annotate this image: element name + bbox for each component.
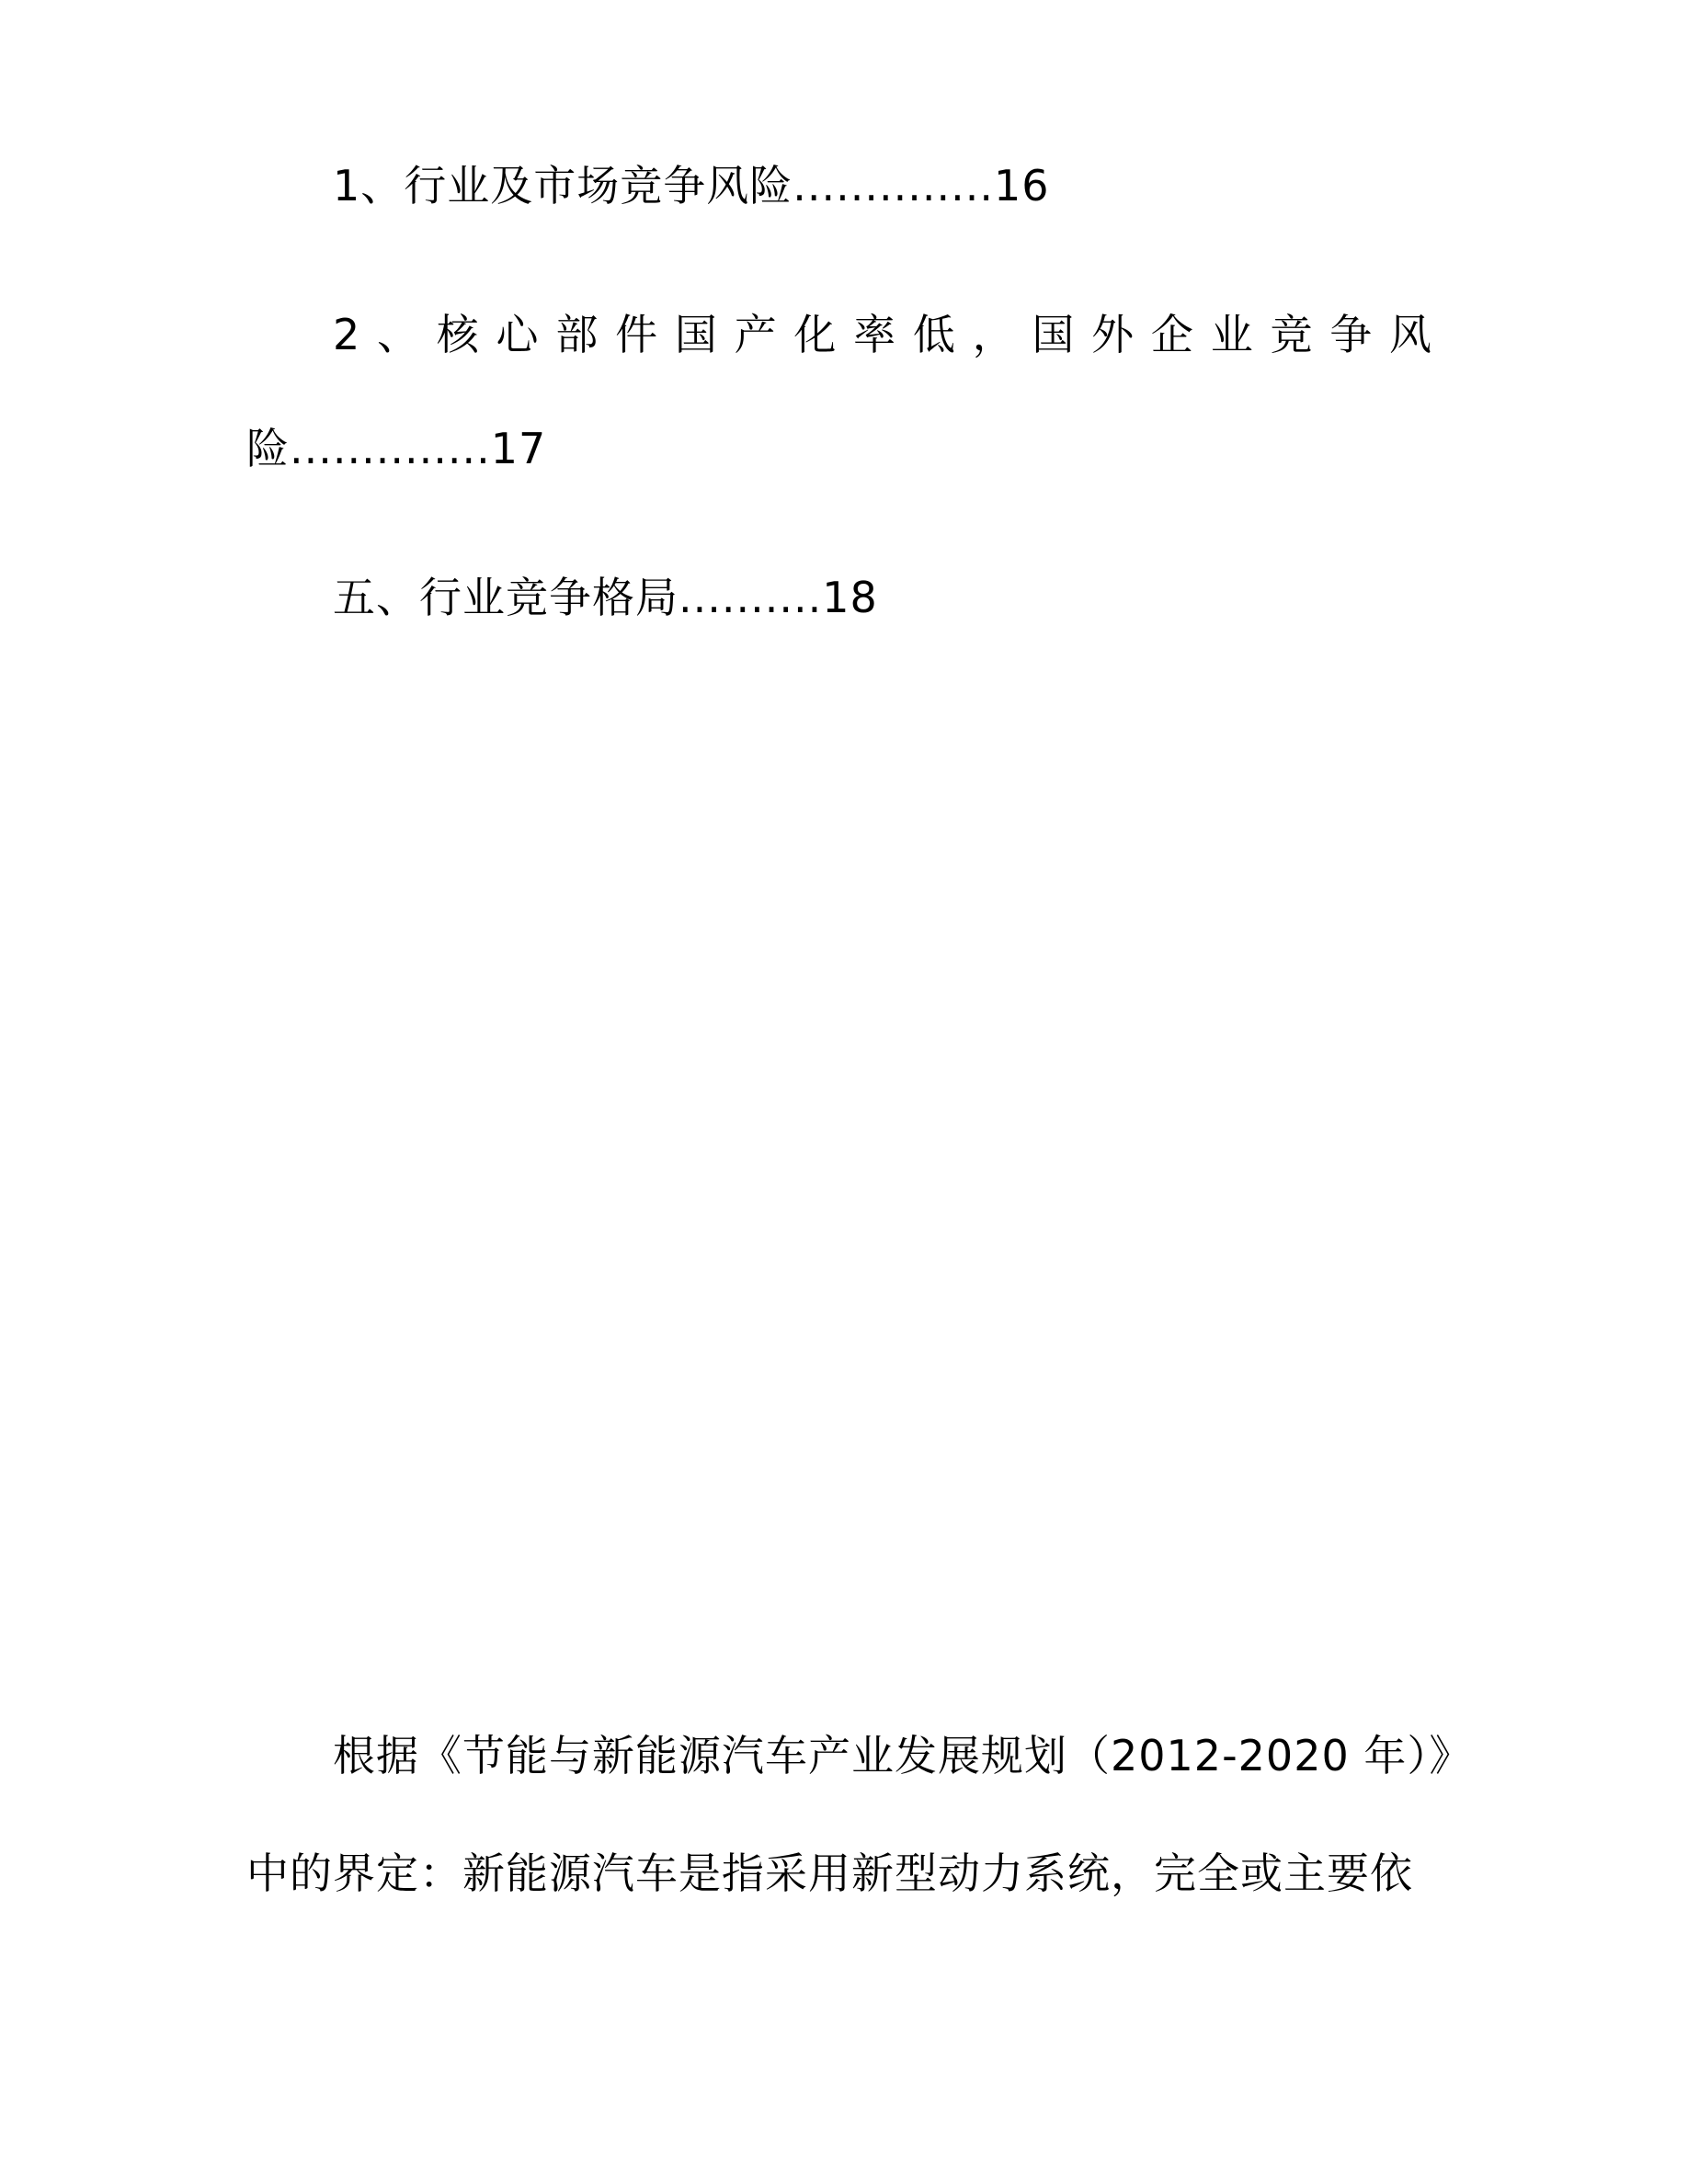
- toc-entry-core-parts-risk-line2: 险..............17: [246, 424, 547, 473]
- toc-entry-core-parts-risk-line1: 2、核心部件国产化率低，国外企业竞争风: [333, 310, 1431, 359]
- toc-entry-competition-landscape: 五、行业竞争格局..........18: [333, 573, 878, 622]
- body-paragraph-line2: 中的界定：新能源汽车是指采用新型动力系统，完全或主要依: [246, 1848, 1413, 1898]
- body-paragraph-line1: 根据《节能与新能源汽车产业发展规划（2012-2020 年）》: [333, 1731, 1473, 1780]
- toc-entry-industry-competition-risk: 1、行业及市场竞争风险..............16: [333, 161, 1050, 210]
